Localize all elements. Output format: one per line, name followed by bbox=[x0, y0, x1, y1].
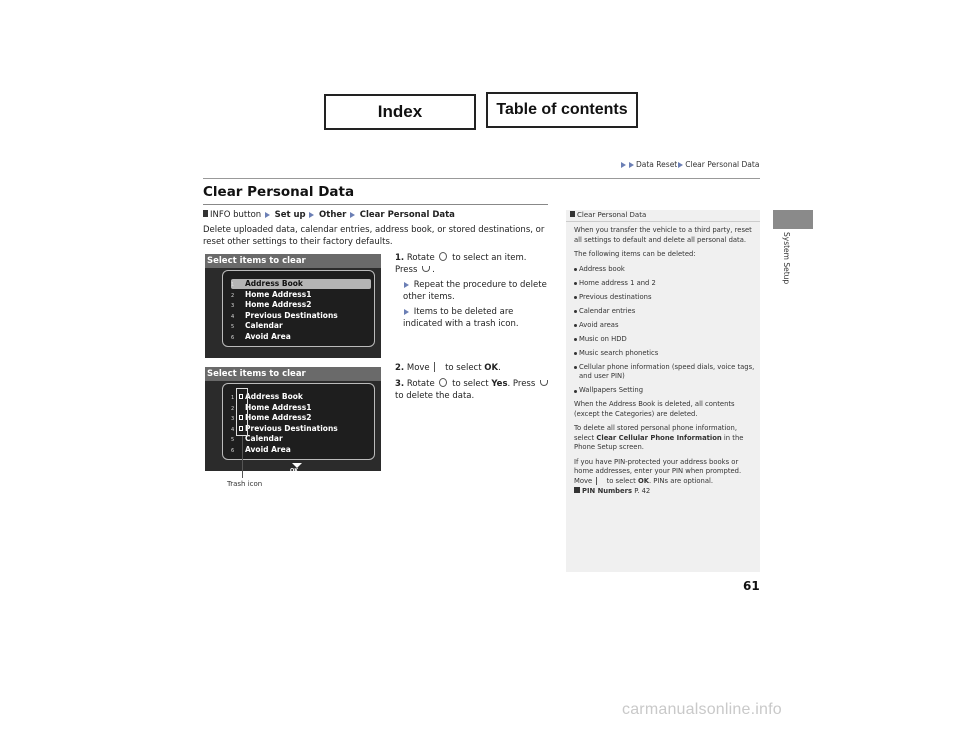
list-item[interactable]: 3 Home Address2 bbox=[231, 413, 312, 422]
press-icon bbox=[422, 266, 430, 272]
list-item[interactable]: 4 Previous Destinations bbox=[231, 311, 338, 320]
list-item: Calendar entries bbox=[574, 307, 756, 317]
note-icon bbox=[570, 211, 575, 217]
path-arrow-icon bbox=[309, 212, 314, 218]
list-item[interactable]: 3 Home Address2 bbox=[231, 300, 312, 309]
breadcrumb-arrow-icon bbox=[678, 162, 683, 168]
table-of-contents-button[interactable]: Table of contents bbox=[486, 92, 638, 128]
reference-icon bbox=[574, 487, 580, 493]
list-item[interactable]: 4 Previous Destinations bbox=[231, 424, 338, 433]
breadcrumb-arrow-icon bbox=[629, 162, 634, 168]
intro-paragraph: Delete uploaded data, calendar entries, address book, or stored destinations, or reset other settings to their factory defaults. bbox=[203, 225, 545, 247]
breadcrumb-data-reset[interactable]: Data Reset bbox=[636, 160, 678, 169]
rotate-knob-icon bbox=[439, 252, 447, 261]
note-arrow-icon bbox=[404, 309, 409, 315]
path-arrow-icon bbox=[265, 212, 270, 218]
sidebar-paragraph: When you transfer the vehicle to a third party, reset all settings to default and delete all personal data. bbox=[574, 226, 752, 244]
list-item[interactable]: 1 Address Book bbox=[231, 392, 303, 401]
trash-icon-caption: Trash icon bbox=[227, 480, 263, 488]
path-arrow-icon bbox=[350, 212, 355, 218]
list-item[interactable]: 6 Avoid Area bbox=[231, 445, 291, 454]
screen-select-items-trash bbox=[205, 367, 381, 471]
step-1: 1. Rotate to select an item. Press . bbox=[395, 253, 527, 275]
page-title: Clear Personal Data bbox=[203, 184, 355, 200]
sidebar-paragraph: To delete all stored personal phone information, select Clear Cellular Phone Information in the Phone Setup screen. bbox=[574, 424, 744, 451]
path-step-2: Other bbox=[319, 210, 347, 220]
step-2: 2. Move to select OK. bbox=[395, 363, 501, 373]
list-item: Wallpapers Setting bbox=[574, 386, 756, 396]
list-item[interactable]: 5 Calendar bbox=[231, 321, 283, 330]
screen-header: Select items to clear bbox=[205, 254, 381, 268]
hand-icon bbox=[203, 210, 208, 217]
note-arrow-icon bbox=[404, 282, 409, 288]
sidebar-paragraph: The following items can be deleted: bbox=[574, 250, 696, 258]
section-tab bbox=[773, 210, 813, 229]
title-divider bbox=[203, 204, 548, 205]
list-item[interactable]: 2 Home Address1 bbox=[231, 290, 312, 299]
list-item[interactable]: 5 Calendar bbox=[231, 434, 283, 443]
breadcrumb bbox=[620, 160, 759, 169]
ok-button[interactable]: OK bbox=[290, 468, 299, 471]
joystick-icon bbox=[596, 477, 602, 485]
joystick-icon bbox=[434, 362, 440, 372]
reference-link[interactable]: PIN Numbers P. 42 bbox=[574, 487, 756, 497]
press-icon bbox=[540, 380, 548, 386]
index-button[interactable]: Index bbox=[324, 94, 476, 130]
step-1-note-2: Items to be deleted are indicated with a trash icon. bbox=[403, 307, 519, 329]
page-number: 61 bbox=[743, 579, 760, 593]
trash-callout-box bbox=[236, 388, 248, 436]
list-item: Music on HDD bbox=[574, 335, 756, 345]
section-label: System Setup bbox=[782, 232, 791, 285]
step-1-note-1: Repeat the procedure to delete other items. bbox=[403, 280, 547, 302]
list-item: Previous destinations bbox=[574, 293, 756, 303]
breadcrumb-current: Clear Personal Data bbox=[685, 160, 760, 169]
sidebar-note bbox=[566, 210, 760, 572]
list-item[interactable]: 2 Home Address1 bbox=[231, 403, 312, 412]
deletable-items-list bbox=[574, 265, 756, 396]
list-item[interactable]: 1 Address Book bbox=[231, 279, 371, 289]
menu-path bbox=[203, 210, 455, 220]
breadcrumb-arrow-icon bbox=[621, 162, 626, 168]
list-item: Avoid areas bbox=[574, 321, 756, 331]
screen-select-items bbox=[205, 254, 381, 358]
list-item[interactable]: 6 Avoid Area bbox=[231, 332, 291, 341]
path-step-3: Clear Personal Data bbox=[359, 210, 455, 220]
path-prefix: INFO button bbox=[210, 210, 262, 220]
screen-header: Select items to clear bbox=[205, 367, 381, 381]
watermark: carmanualsonline.info bbox=[622, 701, 782, 718]
list-item: Cellular phone information (speed dials, voice tags, and user PIN) bbox=[574, 363, 756, 382]
sidebar-paragraph: When the Address Book is deleted, all contents (except the Categories) are deleted. bbox=[574, 400, 735, 418]
sidebar-divider bbox=[566, 221, 760, 222]
sidebar-paragraph: If you have PIN-protected your address books or home addresses, enter your PIN when prompted. Move to select OK. PINs are optional. bbox=[574, 457, 742, 485]
header-divider bbox=[203, 178, 760, 179]
trash-callout-line bbox=[242, 436, 243, 478]
sidebar-body bbox=[574, 226, 756, 502]
rotate-knob-icon bbox=[439, 378, 447, 387]
step-3: 3. Rotate to select Yes. Press to delete the data. bbox=[395, 378, 550, 402]
list-item: Address book bbox=[574, 265, 756, 275]
list-item: Home address 1 and 2 bbox=[574, 279, 756, 289]
list-item: Music search phonetics bbox=[574, 349, 756, 359]
sidebar-heading: Clear Personal Data bbox=[570, 211, 646, 219]
path-step-1: Set up bbox=[274, 210, 306, 220]
